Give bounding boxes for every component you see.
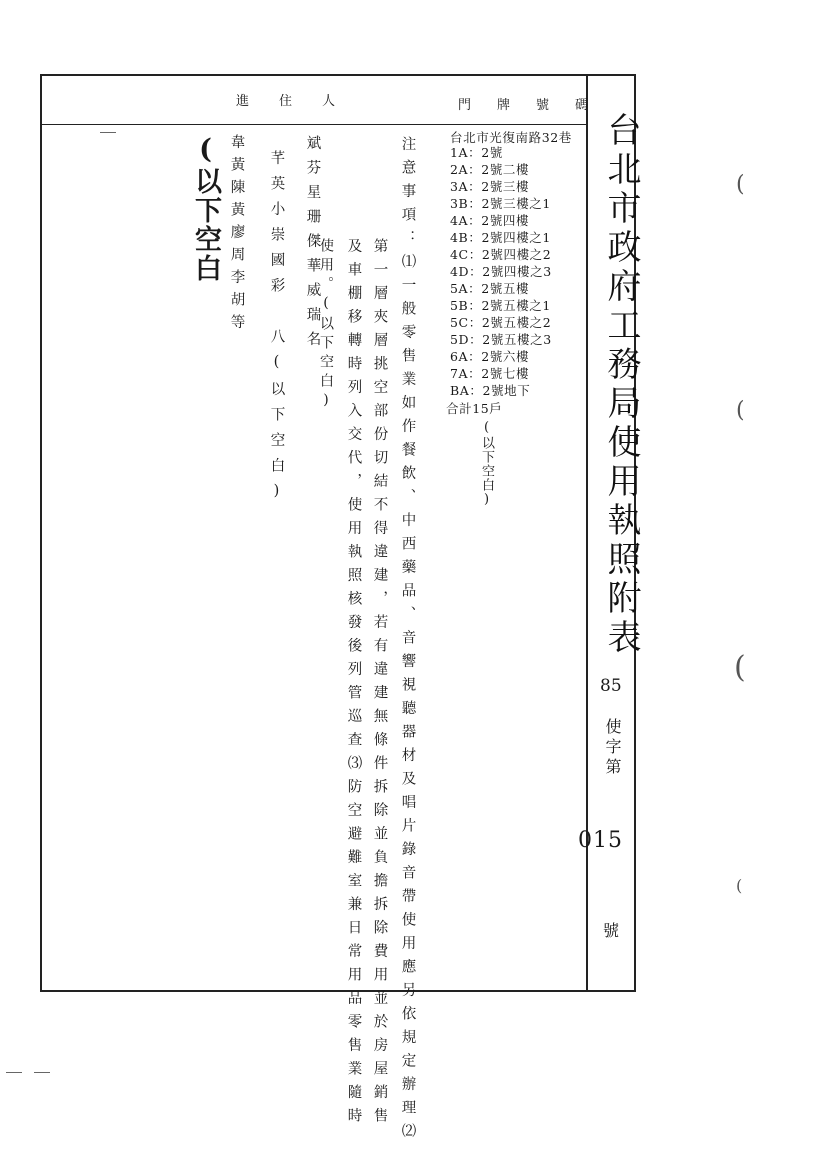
document-title: 台北市政府工務局使用執照附表 — [601, 112, 641, 658]
scan-speck — [6, 1072, 22, 1073]
scan-speck — [34, 1072, 50, 1073]
door-item: 4B：2號四樓之1 — [450, 230, 551, 245]
form-frame — [40, 74, 641, 992]
door-item: BA：2號地下 — [450, 383, 531, 398]
scan-speck — [100, 132, 116, 133]
notes-column-4: 使用。(以下空白) — [318, 238, 334, 413]
doc-prefix: 使字第 — [603, 718, 622, 778]
door-item: 2A：2號二樓 — [450, 162, 530, 177]
occupant-names-2: 芊英小崇國彩 八(以下空白) — [268, 150, 285, 510]
notes-column-3: 及車棚移轉時列入交代，使用執照核發後列管巡查⑶防空避難室兼日常用品零售業隨時 — [345, 238, 362, 1131]
door-item: 5A：2號五樓 — [450, 281, 530, 296]
base-address: 台北市光復南路32巷 — [450, 130, 572, 145]
notes-column-1: 注意事項：⑴一般零售業如作餐飲、中西藥品、音響視聽器材及唱片錄音帶使用應另依規定辦理⑵ — [399, 136, 416, 1147]
door-item: 3B：2號三樓之1 — [450, 196, 551, 211]
doc-suffix: 號 — [603, 921, 620, 940]
occupant-names-3: 韋黃陳黃廖周李胡等 — [228, 134, 245, 337]
address-header: 門牌號碼 — [458, 98, 615, 113]
door-item: 7A：2號七樓 — [450, 366, 530, 381]
door-item: 3A：2號三樓 — [450, 179, 530, 194]
punch-hole-mark: ( — [734, 650, 746, 685]
notes-column-2: 第一層夾層挑空部份切結不得違建，若有違建無條件拆除並負擔拆除費用並於房屋銷售 — [371, 238, 388, 1131]
punch-hole-mark: ( — [736, 172, 745, 197]
door-item: 4D：2號四樓之3 — [450, 264, 552, 279]
doc-year: 85 — [600, 676, 622, 696]
occupant-header: 進住人 — [236, 94, 366, 109]
door-item: 5D：2號五樓之3 — [450, 332, 552, 347]
punch-hole-mark: ( — [736, 876, 743, 895]
occupant-names-1: 斌芬星珊傑華威瑞名 — [304, 135, 321, 356]
door-item: 1A：2號 — [450, 145, 503, 160]
doc-number: 015 — [578, 828, 623, 853]
door-total: 合計15戶 — [446, 401, 503, 416]
door-item: 5C：2號五樓之2 — [450, 315, 552, 330]
punch-hole-mark: ( — [736, 398, 745, 423]
title-column-divider — [586, 74, 588, 992]
door-item: 6A：2號六樓 — [450, 349, 530, 364]
door-total-blank: (以下空白) — [479, 420, 494, 508]
header-row-divider — [40, 124, 586, 125]
blank-mark: (以下空白 — [190, 134, 221, 283]
door-item: 4A：2號四樓 — [450, 213, 530, 228]
door-item: 4C：2號四樓之2 — [450, 247, 552, 262]
door-item: 5B：2號五樓之1 — [450, 298, 551, 313]
